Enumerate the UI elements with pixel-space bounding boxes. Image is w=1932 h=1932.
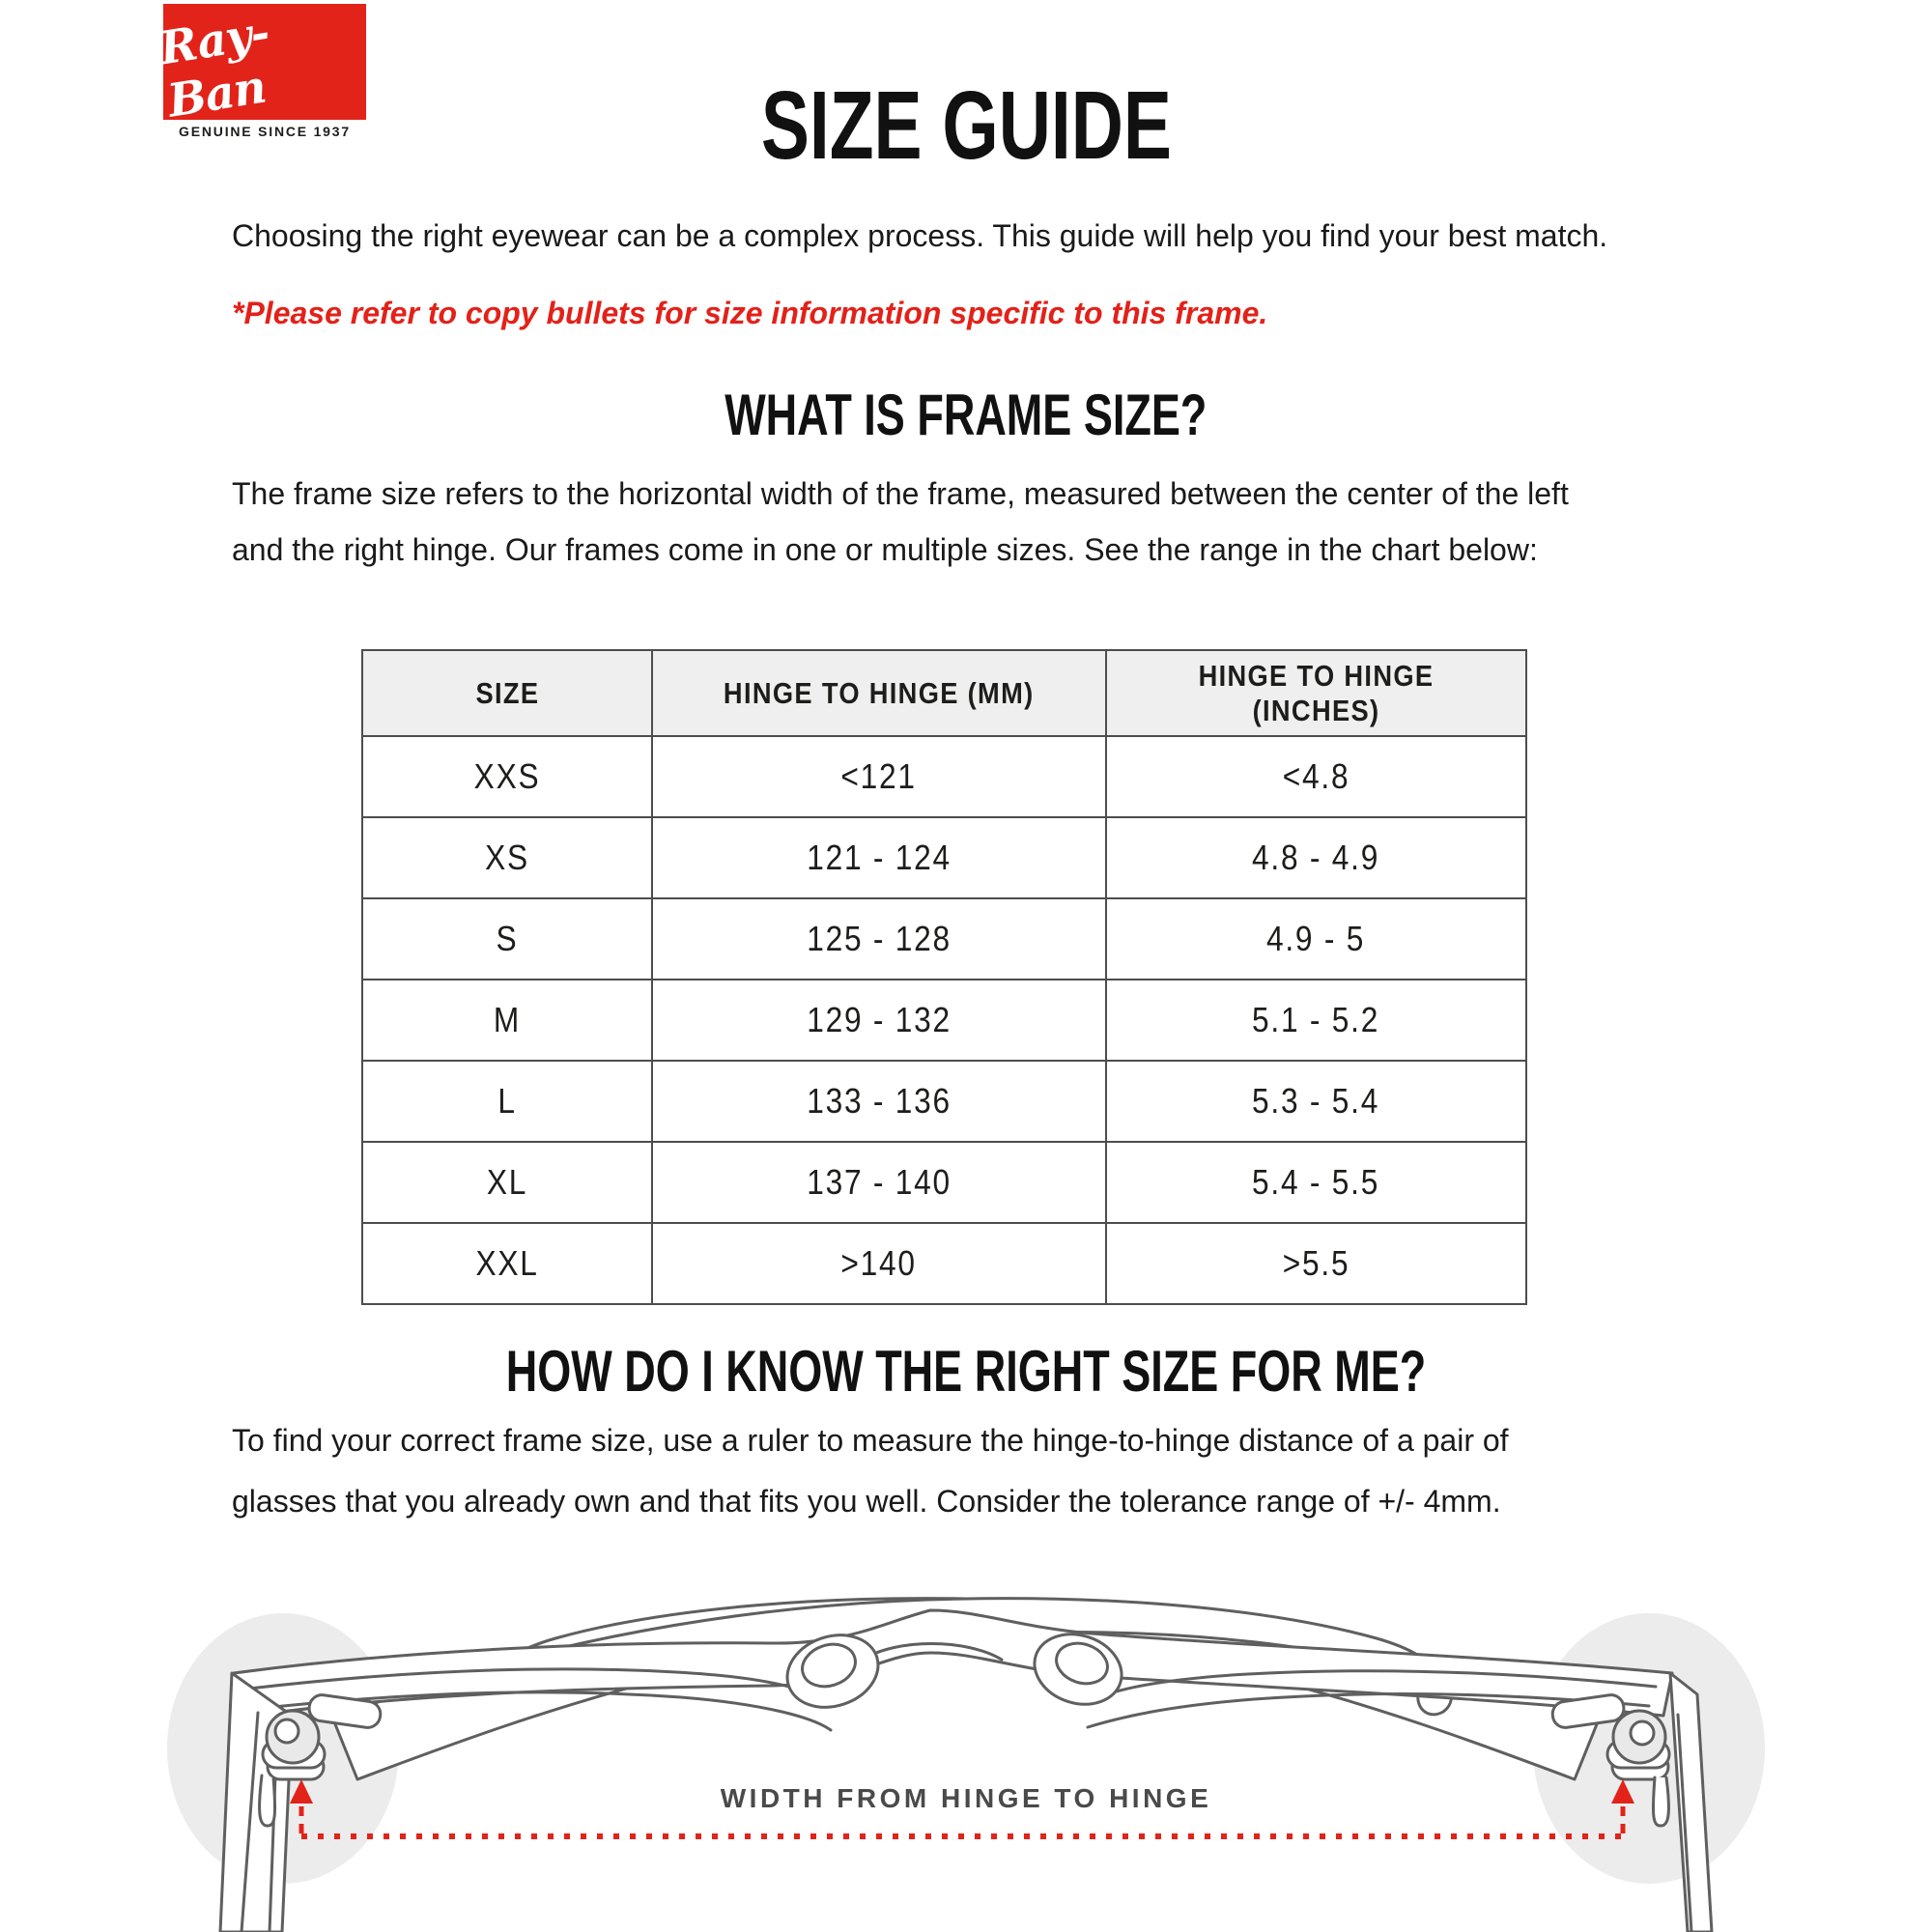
table-cell: S: [362, 898, 652, 980]
size-table-header-row: [362, 650, 1526, 736]
size-table: [361, 649, 1527, 1305]
glasses-outline: [220, 1599, 1712, 1932]
right-hinge-screw-icon: [1631, 1721, 1654, 1745]
frame-size-heading: WHAT IS FRAME SIZE?: [724, 383, 1208, 447]
table-cell: 5.1 - 5.2: [1106, 980, 1526, 1061]
table-cell: >5.5: [1106, 1223, 1526, 1304]
table-cell: M: [362, 980, 652, 1061]
right-size-body: [232, 1410, 1509, 1532]
right-size-heading-wrap: [0, 1341, 1932, 1402]
frame-size-body-line1: The frame size refers to the horizontal width of the frame, measured between the center of the left: [232, 476, 1569, 511]
table-cell: >140: [652, 1223, 1106, 1304]
left-hinge-droplet: [260, 1776, 275, 1826]
right-size-body-line1: To find your correct frame size, use a ruler to measure the hinge-to-hinge distance of a pair of: [232, 1423, 1509, 1458]
glasses-diagram: [0, 1526, 1932, 1932]
brand-tagline: GENUINE SINCE 1937: [179, 124, 351, 139]
table-cell: 133 - 136: [652, 1061, 1106, 1142]
table-cell: <4.8: [1106, 736, 1526, 817]
table-cell: 121 - 124: [652, 817, 1106, 898]
table-row: [362, 1223, 1526, 1304]
table-cell: 137 - 140: [652, 1142, 1106, 1223]
size-table-body: [362, 736, 1526, 1304]
right-size-body-line2: glasses that you already own and that fits you well. Consider the tolerance range of +/- 4mm.: [232, 1484, 1501, 1519]
table-row: [362, 1142, 1526, 1223]
frame-note-text: *Please refer to copy bullets for size information specific to this frame.: [232, 296, 1268, 330]
table-row: [362, 736, 1526, 817]
table-cell: <121: [652, 736, 1106, 817]
right-hinge-droplet: [1653, 1777, 1668, 1826]
table-cell: XXL: [362, 1223, 652, 1304]
table-cell: 129 - 132: [652, 980, 1106, 1061]
table-cell: 5.3 - 5.4: [1106, 1061, 1526, 1142]
measurement-indicator: [290, 1779, 1634, 1836]
left-hinge-screw-icon: [275, 1719, 298, 1743]
table-column-header: HINGE TO HINGE (INCHES): [1106, 650, 1526, 736]
table-row: [362, 1061, 1526, 1142]
table-cell: 5.4 - 5.5: [1106, 1142, 1526, 1223]
page-title: SIZE GUIDE: [760, 71, 1172, 180]
table-cell: 4.9 - 5: [1106, 898, 1526, 980]
table-row: [362, 898, 1526, 980]
table-cell: 4.8 - 4.9: [1106, 817, 1526, 898]
table-cell: L: [362, 1061, 652, 1142]
intro-text: Choosing the right eyewear can be a complex process. This guide will help you find your best match.: [232, 218, 1608, 253]
table-row: [362, 817, 1526, 898]
page-title-wrap: [0, 71, 1932, 180]
table-cell: XXS: [362, 736, 652, 817]
table-cell: XS: [362, 817, 652, 898]
right-size-heading: HOW DO I KNOW THE RIGHT SIZE FOR ME?: [505, 1339, 1427, 1404]
frame-size-body: [232, 466, 1569, 578]
frame-size-body-line2: and the right hinge. Our frames come in one or multiple sizes. See the range in the chart below:: [232, 532, 1538, 567]
rayban-logo-script: Ray-Ban: [156, 6, 273, 128]
table-column-header: SIZE: [362, 650, 652, 736]
frame-size-heading-wrap: [0, 384, 1932, 445]
table-row: [362, 980, 1526, 1061]
table-column-header: HINGE TO HINGE (MM): [652, 650, 1106, 736]
table-cell: XL: [362, 1142, 652, 1223]
table-cell: 125 - 128: [652, 898, 1106, 980]
diagram-label: WIDTH FROM HINGE TO HINGE: [720, 1783, 1212, 1813]
